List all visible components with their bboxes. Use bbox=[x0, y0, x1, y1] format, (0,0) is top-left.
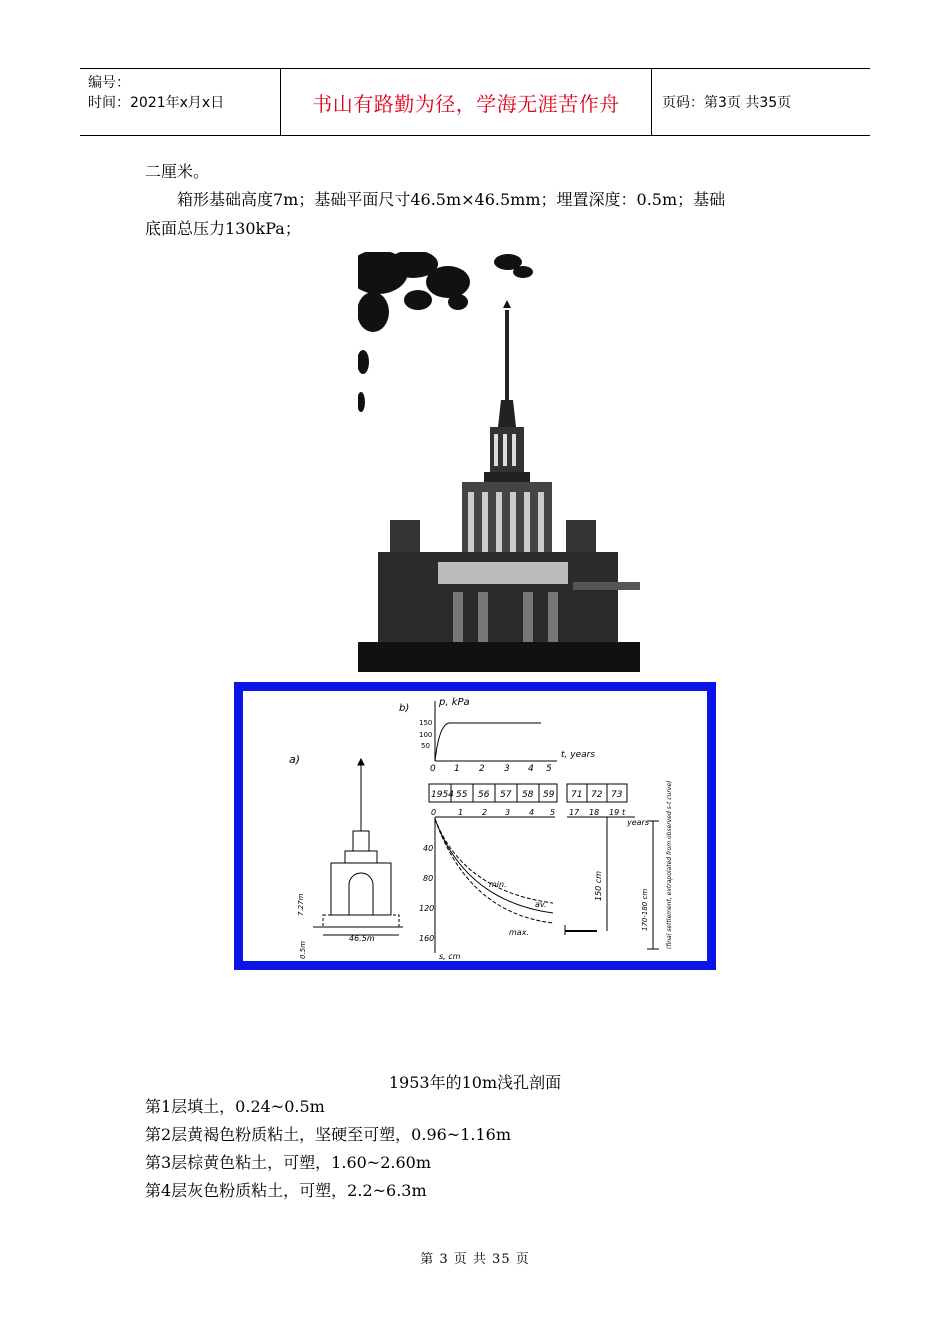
year-box: 55 bbox=[456, 790, 468, 800]
t-tick: 1 bbox=[454, 764, 460, 774]
label-max: max. bbox=[509, 928, 529, 937]
body-line-3: 底面总压力130kPa； bbox=[145, 219, 301, 238]
t2-axis-label: t bbox=[622, 808, 626, 817]
year-box: 58 bbox=[522, 790, 534, 800]
year-box: 57 bbox=[500, 790, 512, 800]
t2-tick: 0 bbox=[431, 808, 437, 817]
t-tick: 3 bbox=[504, 764, 510, 774]
p-tick: 50 bbox=[421, 742, 430, 750]
time-label: 时间：2021年x月x日 bbox=[88, 95, 225, 111]
t2-tick: 4 bbox=[529, 808, 535, 817]
label-b: b) bbox=[399, 703, 410, 714]
layer-item-1: 第1层填土，0.24~0.5m bbox=[145, 1097, 325, 1116]
layer-item-3: 第3层棕黄色粘土，可塑，1.60~2.60m bbox=[145, 1153, 432, 1172]
height-dim: 7.27m bbox=[297, 893, 305, 916]
dim-150: 150 cm bbox=[594, 870, 603, 901]
t2-tick: 2 bbox=[482, 808, 488, 817]
p-tick: 150 bbox=[419, 719, 433, 727]
s-axis-label: s, cm bbox=[439, 952, 461, 961]
depth-dim: 0.5m bbox=[299, 941, 307, 959]
t2-tick: 17 bbox=[569, 808, 580, 817]
t-tick: 5 bbox=[546, 764, 552, 774]
t2-tick: 3 bbox=[505, 808, 511, 817]
settlement-note: (final settlement, extrapolated from observed s-t curve) bbox=[666, 780, 673, 949]
page-footer: 第 3 页 共 35 页 bbox=[420, 1252, 530, 1267]
header-page-info: 页码：第3页 共35页 bbox=[662, 95, 792, 111]
t2-tick: 5 bbox=[550, 808, 556, 817]
label-min: min. bbox=[489, 880, 507, 889]
t-tick: 2 bbox=[479, 764, 485, 774]
t-axis-label: t, years bbox=[561, 750, 596, 760]
curve-min bbox=[435, 819, 553, 903]
year-box: 72 bbox=[591, 790, 603, 800]
settlement-diagram bbox=[234, 682, 716, 970]
s-tick: 80 bbox=[423, 874, 434, 883]
t2-tick: 1 bbox=[458, 808, 464, 817]
number-label: 编号： bbox=[88, 75, 130, 91]
section-caption: 1953年的10m浅孔剖面 bbox=[388, 1073, 562, 1092]
body-line-2: 箱形基础高度7m；基础平面尺寸46.5m×46.5mm；埋置深度：0.5m；基础 bbox=[177, 190, 726, 209]
t2-tick: 18 bbox=[589, 808, 600, 817]
s-tick: 160 bbox=[419, 934, 435, 943]
p-axis-label: p, kPa bbox=[439, 697, 470, 708]
layer-item-2: 第2层黄褐色粉质粘土，坚硬至可塑，0.96~1.16m bbox=[145, 1125, 512, 1144]
layer-item-4: 第4层灰色粉质粘土，可塑，2.2~6.3m bbox=[145, 1181, 427, 1200]
dim-170: 170-180 cm bbox=[641, 888, 649, 931]
t2-unit: years bbox=[627, 818, 650, 827]
year-box: 1954 bbox=[431, 790, 454, 800]
t-tick: 0 bbox=[430, 764, 436, 774]
s-tick: 40 bbox=[423, 844, 434, 853]
width-dim: 46.5m bbox=[349, 934, 375, 943]
header-meta bbox=[80, 69, 281, 135]
t-tick: 4 bbox=[528, 764, 534, 774]
year-box: 56 bbox=[478, 790, 490, 800]
header-motto: 书山有路勤为径，学海无涯苦作舟 bbox=[281, 69, 652, 135]
t2-tick: 19 bbox=[609, 808, 620, 817]
label-a: a) bbox=[289, 753, 301, 766]
p-tick: 100 bbox=[419, 731, 433, 739]
curve-av bbox=[435, 819, 553, 913]
year-box: 71 bbox=[571, 790, 583, 800]
year-box: 73 bbox=[611, 790, 623, 800]
label-av: av. bbox=[535, 900, 547, 909]
s-tick: 120 bbox=[419, 904, 435, 913]
page-header bbox=[80, 68, 870, 136]
year-box: 59 bbox=[543, 790, 555, 800]
body-line-1: 二厘米。 bbox=[145, 162, 210, 181]
building-photo bbox=[358, 252, 640, 672]
